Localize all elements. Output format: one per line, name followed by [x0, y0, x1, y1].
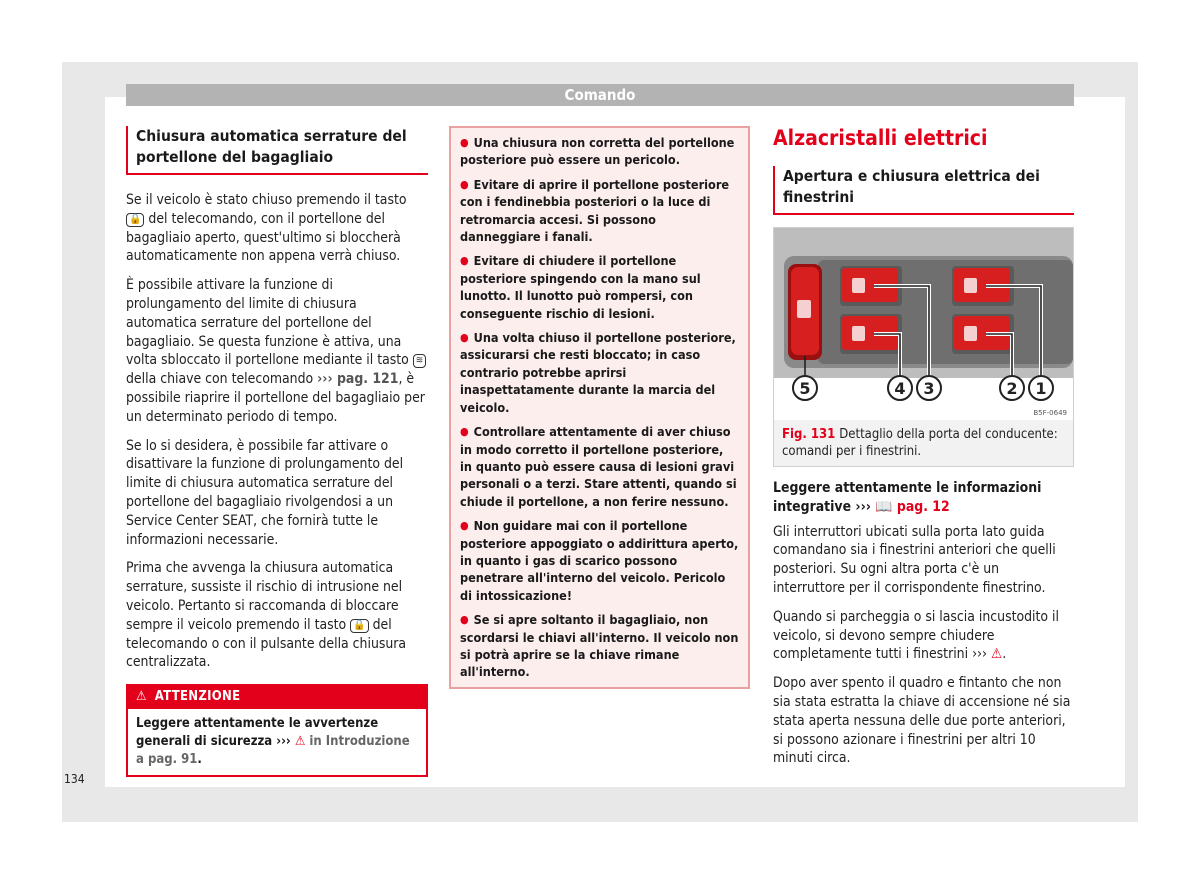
- bullet-icon: ●: [460, 613, 469, 627]
- bullet-icon: ●: [460, 254, 469, 268]
- intro-reference-link[interactable]: in Introduzione a pag. 91: [136, 734, 410, 768]
- column-left: [126, 126, 428, 777]
- paragraph-timing: Dopo aver spento il quadro e fintanto che non sia stata estratta la chiave di accensione né sia stata aperta nessuna delle due porte anteriori, si possono azionare i finestrini per altri 10 minuti circa.: [773, 675, 1071, 767]
- figure-image: [774, 228, 1073, 420]
- paragraph-3: Se lo si desidera, è possibile far attivare o disattivare la funzione di prolungamento del limite di chiusura automatica serrature del portellone del bagagliaio rivolgendosi a un Service Center SEAT, che fornirà tutte le informazioni necessarie.: [126, 437, 404, 548]
- bullet-icon: ●: [460, 136, 469, 149]
- window-switch-panel-illustration: [774, 228, 1073, 420]
- figure-131: [773, 227, 1074, 467]
- safety-alert-box: [449, 126, 750, 689]
- warning-triangle-icon: ⚠: [991, 646, 1003, 663]
- column-right: [773, 126, 1074, 778]
- lock-key-icon: 🔒: [126, 213, 144, 227]
- paragraph-2: È possibile attivare la funzione di prolungamento del limite di chiusura automatica serrature del portellone del bagagliaio. Se questa funzione è attiva, una volta sbloccato il portellone mediante il tasto ≋ della chiave con telecomando ››› pag. 121, è possibile riaprire il portellone del bagagliaio per un determinato periodo di tempo.: [126, 277, 425, 425]
- alert-item: ● Controllare attentamente di aver chiuso in modo corretto il portellone posteriore, in quanto può essere causa di lesioni gravi personali o a terzi. Stare attenti, quando si chiude il portellone, a non ferire nessuno.: [460, 424, 737, 509]
- page-reference-link[interactable]: ››› pag. 121: [317, 371, 399, 388]
- callout-4: 4: [894, 379, 906, 398]
- column-middle: [449, 126, 750, 689]
- callout-3: 3: [923, 379, 935, 398]
- book-reference-icon: 📖: [875, 498, 893, 515]
- figure-code: B5F-0649: [1033, 409, 1067, 417]
- alert-item: ● Se si apre soltanto il bagagliaio, non scordarsi le chiavi all'interno. Il veicolo non si potrà aprire se la chiave rimane all'interno.: [460, 612, 739, 680]
- info-lead: Leggere attentamente le informazioni integrative ››› 📖 pag. 12: [773, 480, 1042, 515]
- bullet-icon: ●: [460, 331, 469, 345]
- bullet-icon: ●: [460, 177, 469, 191]
- alert-item: ● Evitare di aprire il portellone posteriore con i fendinebbia posteriori o la luce di retromarcia accesi. Si possono danneggiare i fanali.: [460, 176, 730, 245]
- section-heading-tailgate: Chiusura automatica serrature del portellone del bagagliaio: [126, 126, 428, 175]
- paragraph-4: Prima che avvenga la chiusura automatica serrature, sussiste il rischio di intrusione nel veicolo. Pertanto si raccomanda di bloccare sempre il veicolo premendo il tasto 🔒 del telecomando o con il pulsante della chiusura centralizzata.: [126, 560, 407, 671]
- alert-item: ● Non guidare mai con il portellone posteriore appoggiato o addirittura aperto, in quanto i gas di scarico possono penetrare all'interno del veicolo. Pericolo di intossicazione!: [460, 518, 739, 603]
- chapter-title: Alzacristalli elettrici: [773, 126, 988, 150]
- section-header: Comando: [126, 84, 1074, 106]
- callout-2: 2: [1006, 379, 1018, 398]
- warning-title: ⚠ ATTENZIONE: [128, 684, 426, 709]
- warning-box: [126, 684, 428, 777]
- paragraph-switches: Gli interruttori ubicati sulla porta lato guida comandano sia i finestrini anteriori che quelli posteriori. Su ogni altra porta c'è un interruttore per il corrispondente finestrino.: [773, 523, 1056, 596]
- alert-item: ● Una chiusura non corretta del portellone posteriore può essere un pericolo.: [460, 135, 735, 168]
- warning-text: Leggere attentamente le avvertenze generali di sicurezza ››› ⚠ in Introduzione a pag. 91.: [136, 716, 410, 768]
- warning-triangle-icon: ⚠: [136, 689, 147, 705]
- lock-key-icon: 🔒: [350, 619, 368, 633]
- paragraph-parking: Quando si parcheggia o si lascia incustodito il veicolo, si devono sempre chiudere completamente tutti i finestrini ››› ⚠.: [773, 608, 1059, 663]
- paragraph-1: Se il veicolo è stato chiuso premendo il tasto 🔒 del telecomando, con il portellone del bagagliaio aperto, quest'ultimo si bloccherà automaticamente non appena verrà chiuso.: [126, 192, 407, 265]
- tailgate-key-icon: ≋: [413, 354, 427, 368]
- page-number: 134: [64, 772, 85, 786]
- figure-label: Fig. 131: [782, 427, 836, 442]
- bullet-icon: ●: [460, 519, 469, 533]
- alert-item: ● Una volta chiuso il portellone posteriore, assicurarsi che resti bloccato; in caso contrario potrebbe aprirsi inaspettatamente durante la marcia del veicolo.: [460, 330, 736, 415]
- alert-item: ● Evitare di chiudere il portellone posteriore spingendo con la mano sul lunotto. Il lunotto può rompersi, con conseguente rischio di lesioni.: [460, 253, 701, 321]
- section-heading-windows: Apertura e chiusura elettrica dei finestrini: [773, 166, 1074, 215]
- page-reference-link[interactable]: pag. 12: [896, 498, 950, 515]
- callout-5: 5: [799, 379, 811, 398]
- callout-1: 1: [1035, 379, 1047, 398]
- warning-triangle-icon: ⚠: [294, 734, 306, 750]
- figure-caption: Fig. 131 Dettaglio della porta del conducente: comandi per i finestrini.: [774, 420, 1073, 466]
- bullet-icon: ●: [460, 425, 469, 439]
